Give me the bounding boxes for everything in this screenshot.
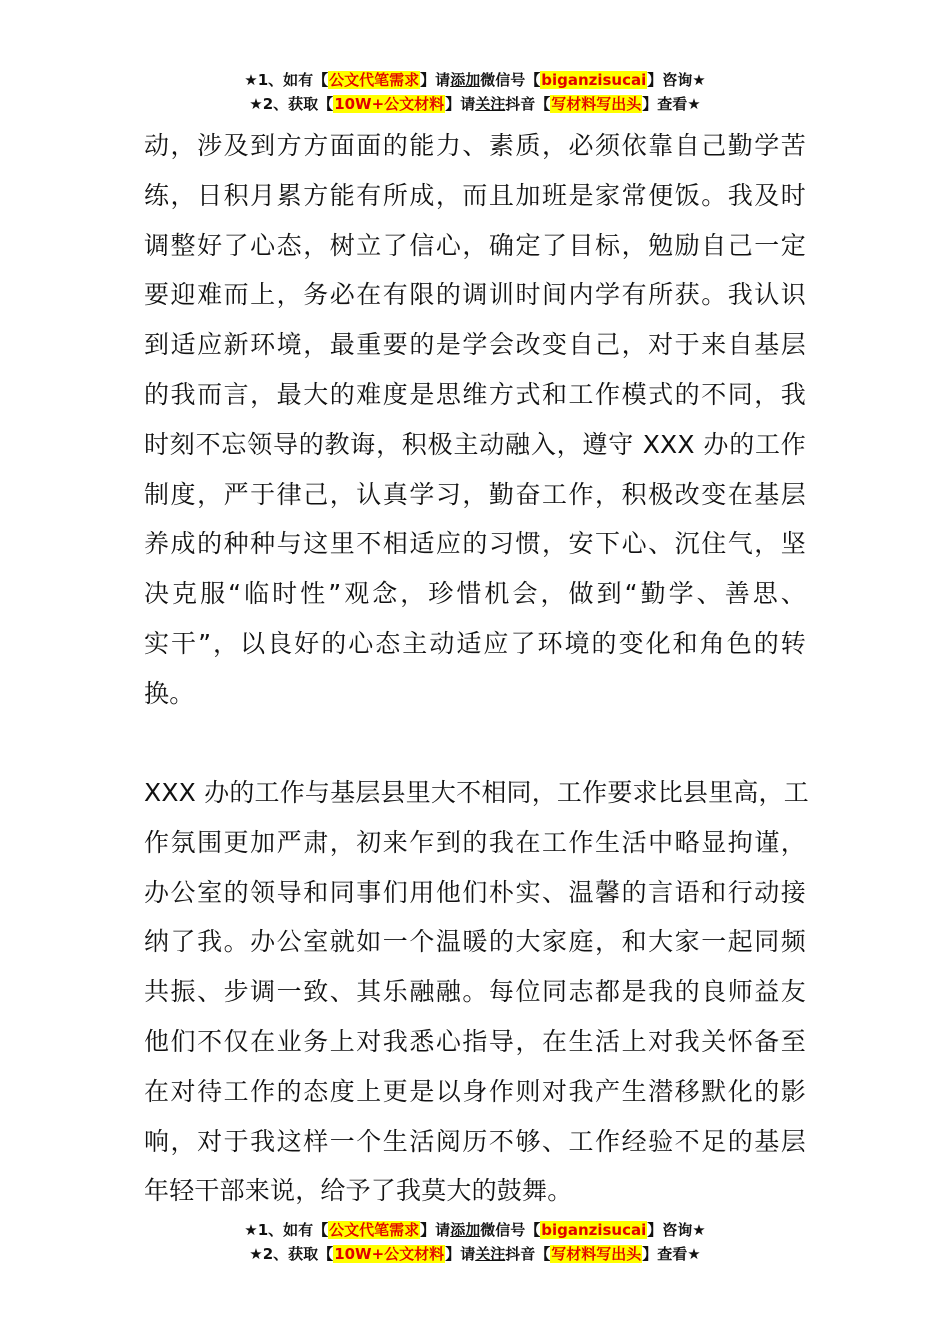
paragraph-line: 的我而言，最大的难度是思维方式和工作模式的不同，我 <box>144 379 806 409</box>
banner-line-1-prefix: ★1、如有【 <box>244 1221 329 1239</box>
banner-highlight-wechat-id: biganzisucai <box>541 1221 647 1239</box>
banner-highlight-douyin-id: 写材料写出头 <box>551 1245 642 1263</box>
banner-highlight-douyin-id: 写材料写出头 <box>551 95 642 113</box>
banner-line-1-suffix: 】咨询★ <box>647 1221 706 1239</box>
paragraph-line: 他们不仅在业务上对我悉心指导，在生活上对我关怀备至 <box>144 1026 806 1056</box>
banner-line-2-suffix: 】查看★ <box>642 95 701 113</box>
banner-highlight-materials: 10W+公文材料 <box>334 1245 445 1263</box>
banner-line-1-underline: 添加 <box>450 1221 481 1239</box>
banner-line-2-mid2: 抖音【 <box>505 1245 551 1263</box>
banner-highlight-materials: 10W+公文材料 <box>334 95 445 113</box>
paragraph-2 <box>144 768 809 1216</box>
banner-line-2-suffix: 】查看★ <box>642 1245 701 1263</box>
paragraph-line: 调整好了心态，树立了信心，确定了目标，勉励自己一定 <box>144 230 806 260</box>
paragraph-1 <box>144 121 806 719</box>
paragraph-line: 办公室的领导和同事们用他们朴实、温馨的言语和行动接 <box>144 877 806 907</box>
banner-highlight-service: 公文代笔需求 <box>329 71 420 89</box>
footer-banner <box>0 1218 950 1266</box>
paragraph-line: 共振、步调一致、其乐融融。每位同志都是我的良师益友 <box>144 977 806 1007</box>
banner-line-2-underline: 关注 <box>475 1245 506 1263</box>
paragraph-line: 练，日积月累方能有所成，而且加班是家常便饭。我及时 <box>144 180 806 210</box>
banner-line-2 <box>0 92 950 116</box>
paragraph-line: 养成的种种与这里不相适应的习惯，安下心、沉住气，坚 <box>144 529 806 559</box>
paragraph-line: 时刻不忘领导的教诲，积极主动融入，遵守 XXX 办的工作 <box>144 429 806 459</box>
paragraph-line: 年轻干部来说，给予了我莫大的鼓舞。 <box>144 1176 573 1206</box>
banner-line-1-suffix: 】咨询★ <box>647 71 706 89</box>
paragraph-line: 要迎难而上，务必在有限的调训时间内学有所获。我认识 <box>144 280 806 310</box>
banner-line-2 <box>0 1242 950 1266</box>
banner-line-1 <box>0 1218 950 1242</box>
banner-line-1-mid1: 】请 <box>420 71 451 89</box>
banner-highlight-service: 公文代笔需求 <box>329 1221 420 1239</box>
paragraph-line: 决克服“临时性”观念，珍惜机会，做到“勤学、善思、 <box>144 579 806 609</box>
banner-line-1-prefix: ★1、如有【 <box>244 71 329 89</box>
paragraph-line: XXX 办的工作与基层县里大不相同，工作要求比县里高，工 <box>144 778 809 807</box>
header-banner <box>0 68 950 116</box>
banner-line-2-underline: 关注 <box>475 95 506 113</box>
banner-line-1-mid1: 】请 <box>420 1221 451 1239</box>
paragraph-line: 换。 <box>144 678 195 708</box>
banner-line-1-underline: 添加 <box>450 71 481 89</box>
banner-highlight-wechat-id: biganzisucai <box>541 71 647 89</box>
paragraph-line: 纳了我。办公室就如一个温暖的大家庭，和大家一起同频 <box>144 927 806 957</box>
paragraph-line: 制度，严于律己，认真学习，勤奋工作，积极改变在基层 <box>144 479 806 509</box>
paragraph-line: 到适应新环境，最重要的是学会改变自己，对于来自基层 <box>144 330 806 360</box>
paragraph-line: 实干”，以良好的心态主动适应了环境的变化和角色的转 <box>144 628 806 658</box>
banner-line-2-prefix: ★2、获取【 <box>249 1245 334 1263</box>
banner-line-1-mid2: 微信号【 <box>480 1221 541 1239</box>
banner-line-1-mid2: 微信号【 <box>480 71 541 89</box>
paragraph-line: 动，涉及到方方面面的能力、素质，必须依靠自己勤学苦 <box>144 131 806 160</box>
banner-line-2-mid2: 抖音【 <box>505 95 551 113</box>
paragraph-line: 响，对于我这样一个生活阅历不够、工作经验不足的基层 <box>144 1126 806 1156</box>
banner-line-1 <box>0 68 950 92</box>
paragraph-line: 作氛围更加严肃，初来乍到的我在工作生活中略显拘谨， <box>144 827 806 857</box>
banner-line-2-mid1: 】请 <box>445 95 476 113</box>
banner-line-2-mid1: 】请 <box>445 1245 476 1263</box>
paragraph-line: 在对待工作的态度上更是以身作则对我产生潜移默化的影 <box>144 1076 806 1106</box>
banner-line-2-prefix: ★2、获取【 <box>249 95 334 113</box>
